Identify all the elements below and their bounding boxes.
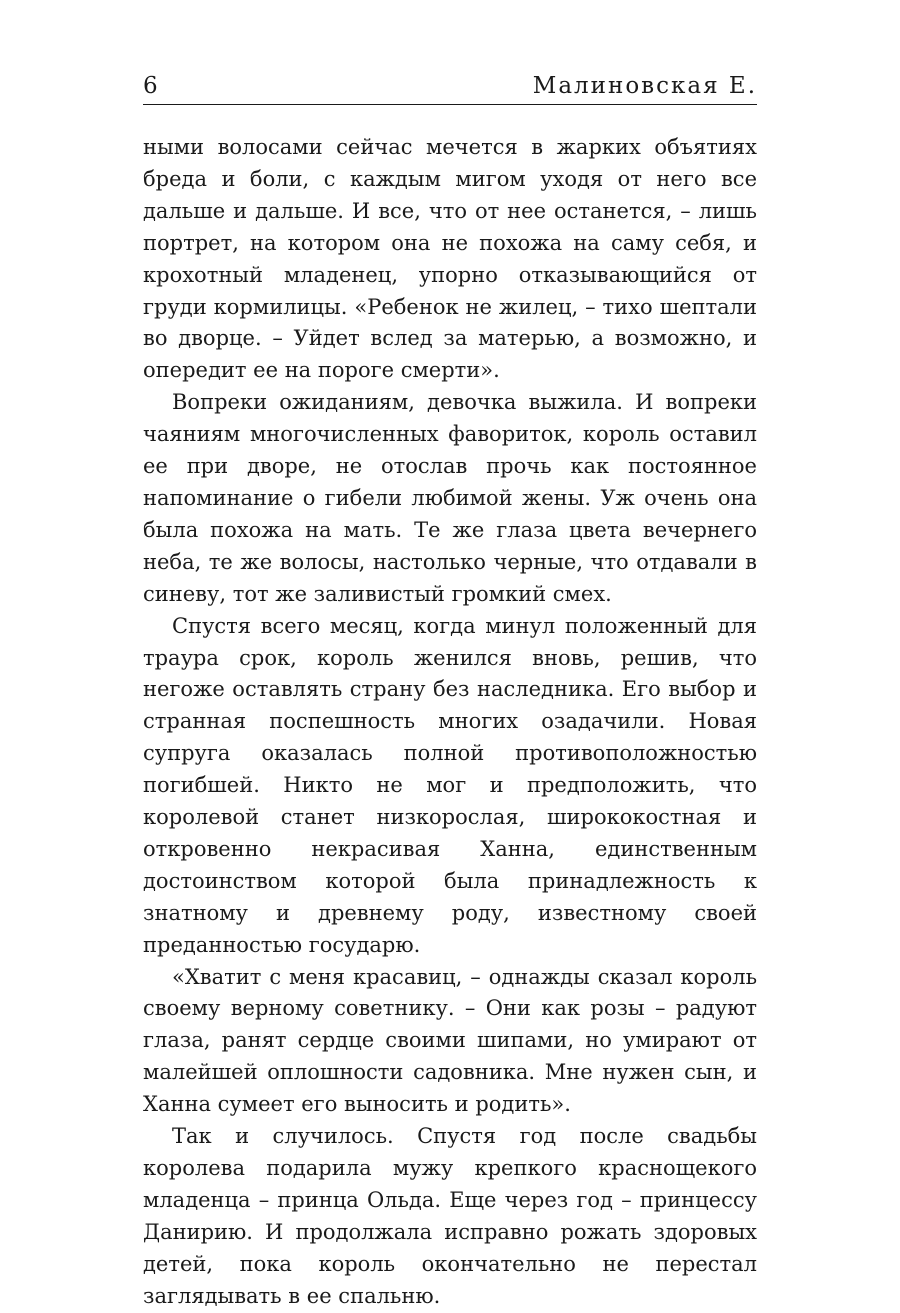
paragraph-1: ными волосами сейчас мечется в жарких объятиях бреда и боли, с каждым мигом уходя от него все дальше и дальше. И все, что от нее останется, – лишь портрет, на котором она не похожа на саму себя, и крохотный младенец, упорно отказывающийся от груди кормилицы. «Ребенок не жилец, – тихо шептали во дворце. – Уйдет вслед за матерью, а возможно, и опередит ее на пороге смерти».	[143, 135, 757, 383]
page-number: 6	[143, 73, 159, 99]
paragraph-2: Вопреки ожиданиям, девочка выжила. И вопреки чаяниям многочисленных фавориток, король оставил ее при дворе, не отослав прочь как постоянное напоминание о гибели любимой жены. Уж очень она была похожа на мать. Те же глаза цвета вечернего неба, те же волосы, настолько черные, что отдавали в синеву, тот же заливистый громкий смех.	[143, 390, 757, 606]
author-name: Малиновская Е.	[532, 73, 757, 99]
paragraph-4: «Хватит с меня красавиц, – однажды сказал король своему верному советнику. – Они как розы – радуют глаза, ранят сердце своими шипами, но умирают от малейшей оплошности садовника. Мне нужен сын, и Ханна сумеет его выносить и родить».	[143, 964, 757, 1117]
header-rule	[143, 104, 757, 105]
paragraph-3: Спустя всего месяц, когда минул положенный для траура срок, король женился вновь, решив, что негоже оставлять страну без наследника. Его выбор и странная поспешность многих озадачили. Новая супруга оказалась полной противоположностью погибшей. Никто не мог и предположить, что королевой станет низкорослая, ширококостная и откровенно некрасивая Ханна, единственным достоинством которой была принадлежность к знатному и древнему роду, известному своей преданностью государю.	[143, 613, 757, 957]
body-text	[143, 132, 757, 1313]
running-head	[143, 64, 757, 104]
paragraph-5: Так и случилось. Спустя год после свадьбы королева подарила мужу крепкого краснощекого младенца – принца Ольда. Еще через год – принцессу Данирию. И продолжала исправно рожать здоровых детей, пока король окончательно не перестал заглядывать в ее спальню.	[143, 1124, 757, 1308]
